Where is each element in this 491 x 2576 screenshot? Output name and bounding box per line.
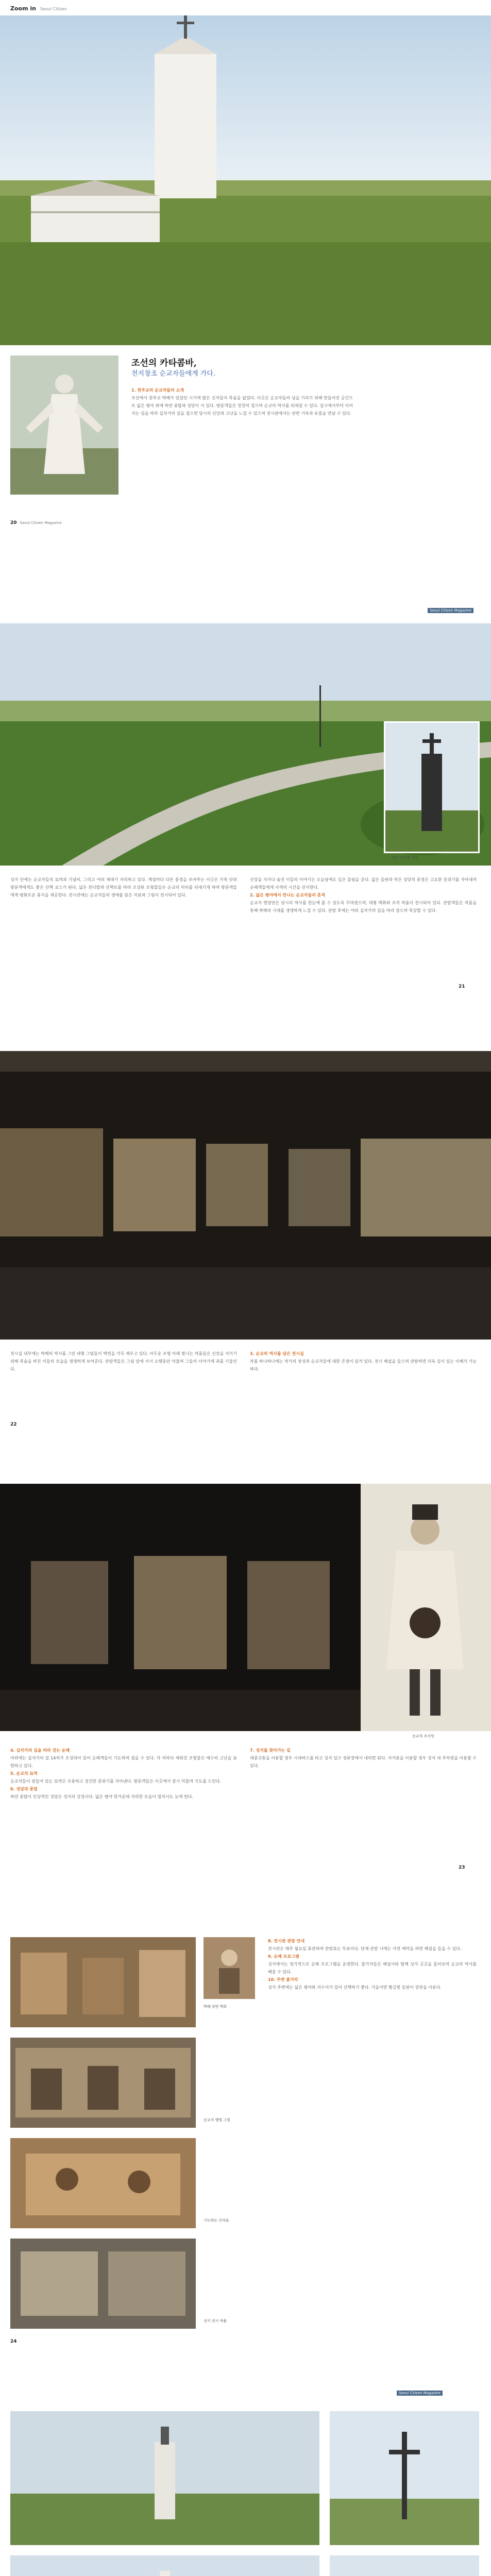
gallery-dark-photo bbox=[0, 1484, 361, 1731]
church-photo-bottom bbox=[10, 2555, 319, 2576]
intro-text bbox=[131, 386, 353, 510]
article-title: 조선의 카타콤바, bbox=[131, 358, 197, 368]
p5-body-3: 성지 주변에는 넓은 평야와 저수지가 있어 산책하기 좋다. 가을이면 황금빛 들판이 장관을 이룬다. bbox=[268, 1985, 442, 1990]
p5-heading-1: 8. 전시관 관람 안내 bbox=[268, 1939, 305, 1943]
p4-heading-3: 6. 성당과 종탑 bbox=[10, 1787, 38, 1791]
painting-photo-2 bbox=[10, 2038, 196, 2128]
caption-p4-figure: 순교자 조각상 bbox=[412, 1734, 434, 1738]
cross-monument-photo bbox=[384, 721, 480, 853]
intro-heading: 1. 천주교의 순교자들의 소개 bbox=[131, 388, 184, 393]
hero-photo-church bbox=[0, 15, 491, 345]
header-sub: Seoul Citizen bbox=[40, 7, 67, 11]
p4-heading-2: 5. 순교자 묘역 bbox=[10, 1771, 38, 1776]
p4-left-text bbox=[10, 1747, 237, 1850]
p4-heading-1: 4. 십자가의 길을 따라 걷는 순례 bbox=[10, 1748, 70, 1753]
p2-right-body-1: 신앙을 지키다 숨진 이들의 이야기는 오늘날에도 깊은 울림을 준다. 넓은 들판과 작은 성당의 풍경은 고요한 분위기를 자아내며 순례객들에게 사색의 시간을 선사한다. bbox=[250, 877, 477, 890]
p2-left-body: 성지 안에는 순교자들의 묘역과 기념비, 그리고 야외 제대가 자리하고 있다. 계절마다 다른 풍경을 보여주는 이곳은 가족 단위 방문객에게도 좋은 산책 코스가 된다. 넓은 잔디밭과 산책로를 따라 조성된 조형물들은 순교의 의미를 되새기게 하며 방문객들에게 평화로운 휴식을 제공한다. 전시관에는 순교자들의 생애를 담은 자료와 그림이 전시되어 있다. bbox=[10, 877, 237, 897]
p2-left-text bbox=[10, 876, 237, 974]
p4-right-text bbox=[250, 1747, 477, 1850]
p2-right-body-2: 순교자 현양관은 당시의 역사를 한눈에 볼 수 있도록 꾸며졌으며, 대형 벽화와 조각 작품이 전시되어 있다. 관람객들은 작품을 통해 박해의 시대를 생생하게 느낄 수 있다. 관람 후에는 야외 십자가의 길을 따라 걸으며 묵상할 수 있다. bbox=[250, 901, 477, 913]
caption-p5-3: 기도하는 신자들 bbox=[204, 2218, 229, 2223]
folio-p1 bbox=[10, 520, 62, 526]
statue-photo bbox=[10, 355, 118, 495]
folio-number-p5: 24 bbox=[10, 2339, 17, 2344]
p5-heading-3: 10. 주변 볼거리 bbox=[268, 1977, 298, 1982]
p4-body-1: 야외에는 십자가의 길 14처가 조성되어 있어 순례객들이 기도하며 걸을 수 있다. 각 처마다 세워진 조형물은 예수의 고난을 표현하고 있다. bbox=[10, 1756, 237, 1768]
folio-p4 bbox=[459, 1865, 468, 1870]
header-label: Zoom in bbox=[10, 5, 36, 12]
monument-photo-2 bbox=[330, 2555, 479, 2576]
p3-left-body: 전시실 내부에는 박해의 역사를 그린 대형 그림들이 벽면을 가득 채우고 있다. 어두운 조명 아래 빛나는 작품들은 신앙을 지키기 위해 목숨을 바친 이들의 모습을 생생하게 보여준다. 관람객들은 그림 앞에 서서 오랫동안 머물며 그들의 이야기에 귀를 기울인다. bbox=[10, 1351, 237, 1371]
gallery-interior-photo bbox=[0, 1051, 491, 1340]
p5-right-text bbox=[268, 1937, 477, 2329]
p3-right-text bbox=[250, 1350, 477, 1412]
photo-tag-p2: Seoul Citizen Magazine bbox=[428, 608, 473, 613]
photo-tag-p6: Seoul Citizen Magazine bbox=[397, 2391, 443, 2396]
article-subtitle: 천지창조 순교자들에게 가다. bbox=[131, 370, 216, 378]
p4-body-3: 하얀 종탑이 인상적인 성당은 성지의 상징이다. 넓은 평야 한가운데 자리한 모습이 멀리서도 눈에 띈다. bbox=[10, 1794, 193, 1799]
folio-number-p4: 23 bbox=[459, 1865, 465, 1870]
folio-p2 bbox=[459, 984, 468, 989]
painting-photo-small bbox=[204, 1937, 255, 1999]
painting-photo-1 bbox=[10, 1937, 196, 2027]
cross-photo-small bbox=[330, 2411, 479, 2545]
p2-right-text bbox=[250, 876, 477, 974]
p3-right-body: 작품 하나하나에는 작가의 정성과 순교자들에 대한 존경이 담겨 있다. 전시 해설을 들으며 관람하면 더욱 깊이 있는 이해가 가능하다. bbox=[250, 1359, 477, 1371]
p4-body-2: 순교자들이 잠들어 있는 묘역은 조용하고 경건한 분위기를 자아낸다. 방문객들은 이곳에서 잠시 머물며 기도를 드린다. bbox=[10, 1779, 222, 1784]
monument-photo-1 bbox=[10, 2411, 319, 2545]
p5-heading-2: 9. 순례 프로그램 bbox=[268, 1954, 299, 1959]
p5-body-1: 전시관은 매주 월요일 휴관하며 관람료는 무료이다. 단체 관람 시에는 사전 예약을 하면 해설을 들을 수 있다. bbox=[268, 1946, 462, 1951]
p5-body-2: 성지에서는 정기적으로 순례 프로그램을 운영한다. 참가자들은 해설사와 함께 성지 곳곳을 둘러보며 순교의 역사를 배울 수 있다. bbox=[268, 1962, 477, 1974]
caption-p2-photo: 성지 전경과 종탑 bbox=[392, 856, 418, 860]
figure-painting-photo bbox=[361, 1484, 491, 1731]
intro-body: 조선에서 천주교 박해가 있었던 시기에 많은 신자들이 목숨을 잃었다. 이곳은 순교자들의 넋을 기리기 위해 만들어진 공간으로 넓은 평야 위에 하얀 종탑과 성당이 서 있다. 방문객들은 천천히 걸으며 순교의 역사를 되새길 수 있다. 입구에서부터 이어지는 길을 따라 십자가의 길을 걸으면 당시의 신앙과 고난을 느낄 수 있으며 전시관에서는 관련 기록과 유물을 만날 수 있다. bbox=[131, 396, 353, 416]
folio-p3 bbox=[10, 1422, 20, 1427]
p3-heading: 3. 순교의 역사를 담은 전시실 bbox=[250, 1351, 304, 1356]
p2-heading: 2. 넓은 평야에서 만나는 순교자들의 흔적 bbox=[250, 893, 326, 897]
p4-right-heading: 7. 성지를 찾아가는 길 bbox=[250, 1748, 291, 1753]
folio-number-p1: 20 bbox=[10, 520, 17, 526]
caption-p5-2: 순교자 행렬 그림 bbox=[204, 2118, 230, 2122]
painting-photo-3 bbox=[10, 2138, 196, 2228]
folio-number-p3: 22 bbox=[10, 1422, 17, 1427]
folio-p5 bbox=[10, 2339, 20, 2344]
caption-p5-4: 성지 전시 작품 bbox=[204, 2319, 227, 2323]
page-header bbox=[10, 5, 67, 12]
folio-mag-p1: Seoul Citizen Magazine bbox=[20, 521, 62, 525]
p4-right-body: 대중교통을 이용할 경우 시내버스를 타고 성지 입구 정류장에서 내리면 된다. 자가용을 이용할 경우 성지 내 주차장을 이용할 수 있다. bbox=[250, 1756, 477, 1768]
p3-left-text bbox=[10, 1350, 237, 1412]
painting-photo-4 bbox=[10, 2239, 196, 2329]
folio-number-p2: 21 bbox=[459, 984, 465, 989]
caption-p5-1: 박해 장면 벽화 bbox=[204, 2005, 227, 2009]
